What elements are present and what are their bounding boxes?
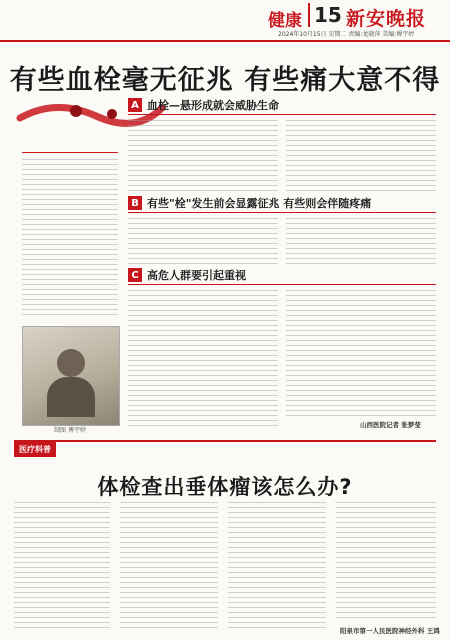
paper-logo: 新安晚报 — [346, 8, 427, 30]
section-c-rule — [128, 284, 436, 285]
photo-body — [47, 377, 95, 417]
section-c-badge: C — [128, 268, 142, 282]
section-c-text-col2 — [286, 290, 436, 416]
masthead — [0, 0, 450, 42]
lead-paragraph — [22, 152, 118, 323]
article-2-col4 — [336, 502, 436, 620]
page-number: 15 — [308, 3, 342, 27]
photo-head — [57, 349, 85, 377]
section-c-text — [128, 290, 278, 426]
section-b-badge: B — [128, 196, 142, 210]
section-tag: 医疗科普 — [14, 442, 56, 457]
article-divider — [14, 440, 436, 442]
section-b-title: 有些"栓"发生前会显露征兆 有些则会伴随疼痛 — [147, 197, 372, 210]
section-b-rule — [128, 212, 436, 213]
illustration-photo — [22, 326, 120, 426]
dateline: 2024年10月15日 星期二 责编:龙晓萍 美编:傅宇婷 — [278, 31, 415, 38]
article-2-col3 — [228, 502, 326, 630]
section-a-text-col2 — [286, 120, 436, 192]
article-2-col2 — [120, 502, 218, 630]
section-a-rule — [128, 114, 436, 115]
section-a-title: 血栓—悬形成就会威胁生命 — [147, 99, 279, 112]
section-b-heading — [128, 195, 371, 211]
section-a-badge: A — [128, 98, 142, 112]
section-a-heading — [128, 97, 279, 113]
section-c-heading — [128, 267, 246, 283]
byline-1: 山西医院记者 张梦莹 — [360, 421, 421, 429]
photo-caption: 制图 傅宇婷 — [54, 427, 86, 434]
byline-2: 阳泉市第一人民医院神经外科 王鸿 — [340, 627, 440, 635]
section-name: 健康 — [268, 11, 302, 31]
lead-text — [22, 159, 118, 319]
section-b-text — [128, 218, 278, 264]
section-a-text — [128, 120, 278, 192]
second-headline: 体检查出垂体瘤该怎么办? — [97, 475, 353, 499]
article-2-col1 — [14, 502, 110, 630]
section-b-text-col2 — [286, 218, 436, 264]
main-headline: 有些血栓毫无征兆 有些痛大意不得 — [9, 65, 441, 96]
section-c-title: 高危人群要引起重视 — [147, 269, 246, 282]
